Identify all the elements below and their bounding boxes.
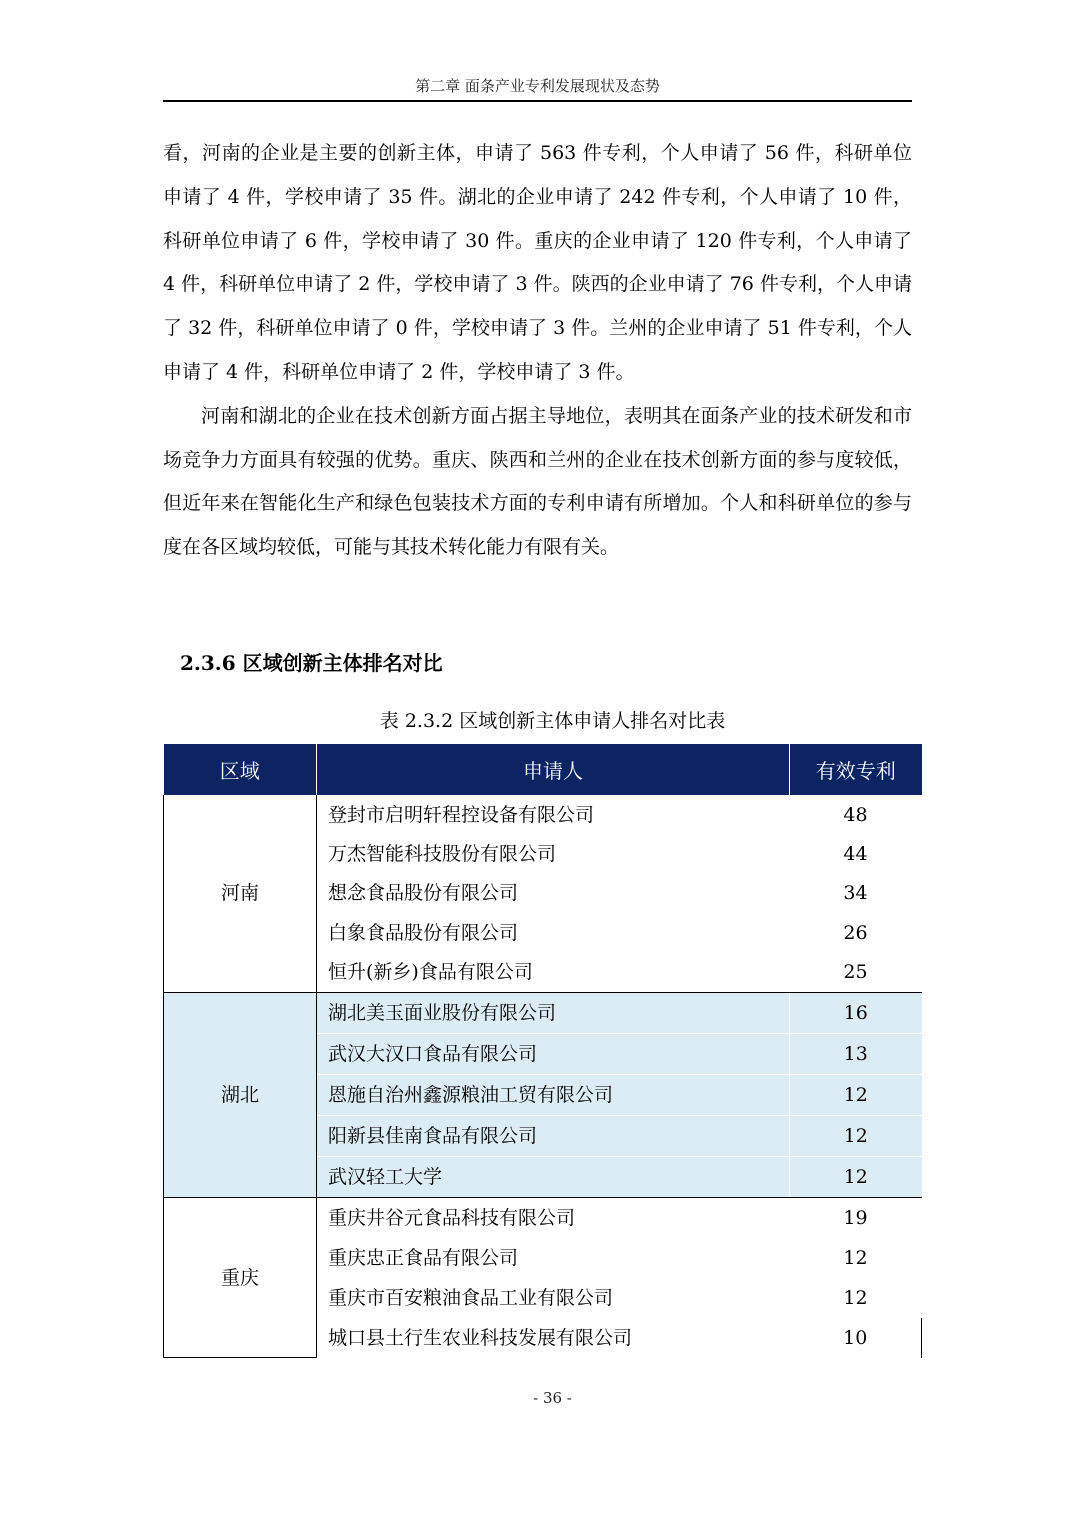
paragraph: 河南和湖北的企业在技术创新方面占据主导地位，表明其在面条产业的技术研发和市场竞争力方面具有较强的优势。重庆、陕西和兰州的企业在技术创新方面的参与度较低，但近年来在智能化生产和绿色包装技术方面的专利申请有所增加。个人和科研单位的参与度在各区域均较低，可能与其技术转化能力有限有关。 xyxy=(163,404,912,559)
paragraph: 看，河南的企业是主要的创新主体，申请了 563 件专利，个人申请了 56 件，科研单位申请了 4 件，学校申请了 35 件。湖北的企业申请了 242 件专利，个人申请了 10 件，科研单位申请了 6 件，学校申请了 30 件。重庆的企业申请了 120 件专利，个人申请了 4 件，科研单位申请了 2 件，学校申请了 3 件。陕西的企业申请了 76 件专利，个人申请了 32 件，科研单位申请了 0 件，学校申请了 3 件。兰州的企业申请了 51 件专利，个人申请了 4 件，科研单位申请了 2 件，学校申请了 3 件。 xyxy=(163,142,912,383)
region-cell: 重庆 xyxy=(164,1197,317,1358)
applicant-cell: 重庆井谷元食品科技有限公司 xyxy=(328,1206,576,1229)
region-cell: 湖北 xyxy=(164,992,317,1197)
patents-cell: 13 xyxy=(790,1033,922,1074)
page-header: 第二章 面条产业专利发展现状及态势 xyxy=(415,77,660,95)
patents-cell: 12 xyxy=(790,1074,922,1115)
patents-cell: 19 xyxy=(843,1206,868,1229)
patents-cell: 26 xyxy=(843,921,868,944)
applicant-cell: 武汉轻工大学 xyxy=(317,1156,790,1197)
table-row xyxy=(164,992,922,1033)
applicant-cell: 登封市启明轩程控设备有限公司 xyxy=(328,803,595,826)
patents-cell: 12 xyxy=(790,1156,922,1197)
patents-cell: 25 xyxy=(790,953,922,993)
header-region: 区域 xyxy=(164,744,317,795)
applicant-cell: 湖北美玉面业股份有限公司 xyxy=(317,992,790,1033)
header-applicant: 申请人 xyxy=(317,744,790,795)
header-divider xyxy=(163,100,912,102)
section-heading: 2.3.6 区域创新主体排名对比 xyxy=(180,651,443,675)
patents-cell: 10 xyxy=(790,1318,922,1358)
table-header-row xyxy=(164,744,922,795)
patents-cell: 12 xyxy=(843,1246,868,1269)
applicant-cell: 恒升(新乡)食品有限公司 xyxy=(317,953,790,993)
applicant-cell: 重庆忠正食品有限公司 xyxy=(328,1246,519,1269)
patents-cell: 12 xyxy=(843,1286,868,1309)
applicant-cell: 城口县土行生农业科技发展有限公司 xyxy=(328,1326,633,1349)
applicant-cell: 阳新县佳南食品有限公司 xyxy=(317,1115,790,1156)
applicant-cell: 白象食品股份有限公司 xyxy=(328,921,519,944)
applicant-cell: 万杰智能科技股份有限公司 xyxy=(328,843,557,866)
table-row xyxy=(164,1197,922,1238)
table-row xyxy=(164,795,922,834)
patents-cell: 48 xyxy=(843,803,868,826)
applicant-cell: 恩施自治州鑫源粮油工贸有限公司 xyxy=(317,1074,790,1115)
body-text xyxy=(163,132,912,570)
applicant-cell: 武汉大汉口食品有限公司 xyxy=(317,1033,790,1074)
patents-cell: 16 xyxy=(790,992,922,1033)
applicant-cell: 重庆市百安粮油食品工业有限公司 xyxy=(328,1286,614,1309)
header-patents: 有效专利 xyxy=(790,744,922,795)
ranking-table xyxy=(163,744,922,1358)
patents-cell: 34 xyxy=(843,882,868,905)
patents-cell: 44 xyxy=(843,843,868,866)
applicant-cell: 想念食品股份有限公司 xyxy=(328,882,519,905)
table-caption: 表 2.3.2 区域创新主体申请人排名对比表 xyxy=(379,710,726,732)
page-number: - 36 - xyxy=(533,1389,572,1407)
patents-cell: 12 xyxy=(790,1115,922,1156)
region-cell: 河南 xyxy=(164,795,317,992)
